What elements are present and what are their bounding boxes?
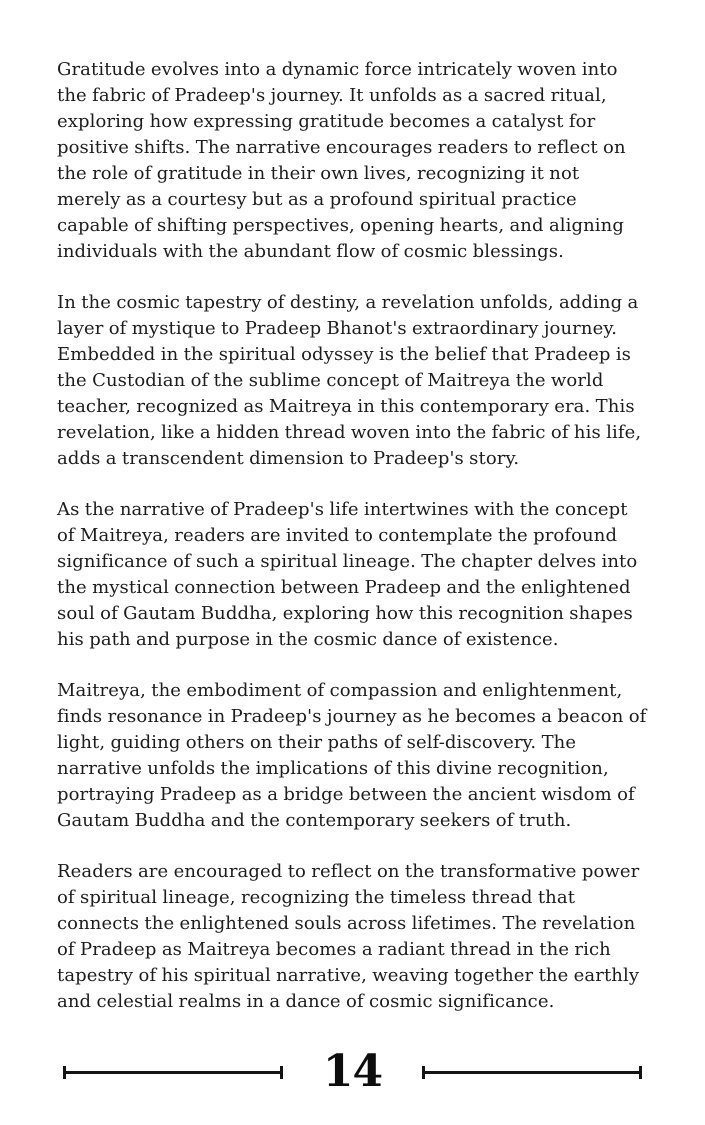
rule-endcap-right xyxy=(280,1066,283,1079)
page-footer xyxy=(0,1046,705,1097)
page-number: 14 xyxy=(322,1046,383,1097)
paragraph-narrative-intertwines: As the narrative of Pradeep's life intertwines with the concept of Maitreya, readers are invited to contemplate the profound significance of such a spiritual lineage. The chapter delves into the mystical connection between Pradeep and the enlightened soul of Gautam Buddha, exploring how this recognition shapes his path and purpose in the cosmic dance of existence. xyxy=(57,499,638,650)
paragraph-gratitude: Gratitude evolves into a dynamic force intricately woven into the fabric of Pradeep's journey. It unfolds as a sacred ritual, exploring how expressing gratitude becomes a catalyst for positive shifts. The narrative encourages readers to reflect on the role of gratitude in their own lives, recognizing it not merely as a courtesy but as a profound spiritual practice capable of shifting perspectives, opening hearts, and aligning individuals with the abundant flow of cosmic blessings. xyxy=(57,59,626,262)
footer-rule-right xyxy=(422,1065,642,1079)
paragraph-maitreya-embodiment: Maitreya, the embodiment of compassion and enlightenment, finds resonance in Pradeep's journey as he becomes a beacon of light, guiding others on their paths of self-discovery. The narrative unfolds the implications of this divine recognition, portraying Pradeep as a bridge between the ancient wisdom of Gautam Buddha and the contemporary seekers of truth. xyxy=(57,680,647,831)
paragraph-cosmic-tapestry: In the cosmic tapestry of destiny, a revelation unfolds, adding a layer of mystique to Pradeep Bhanot's extraordinary journey. Embedded in the spiritual odyssey is the belief that Pradeep is the Custodian of the sublime concept of Maitreya the world teacher, recognized as Maitreya in this contemporary era. This revelation, like a hidden thread woven into the fabric of his life, adds a transcendent dimension to Pradeep's story. xyxy=(57,292,642,469)
rule-line xyxy=(66,1071,280,1074)
paragraph-readers-encouraged: Readers are encouraged to reflect on the transformative power of spiritual lineage, recognizing the timeless thread that connects the enlightened souls across lifetimes. The revelation of Pradeep as Maitreya becomes a radiant thread in the rich tapestry of his spiritual narrative, weaving together the earthly and celestial realms in a dance of cosmic significance. xyxy=(57,861,640,1012)
footer-rule-left xyxy=(63,1065,283,1079)
rule-endcap-right xyxy=(639,1066,642,1079)
rule-line xyxy=(425,1071,639,1074)
